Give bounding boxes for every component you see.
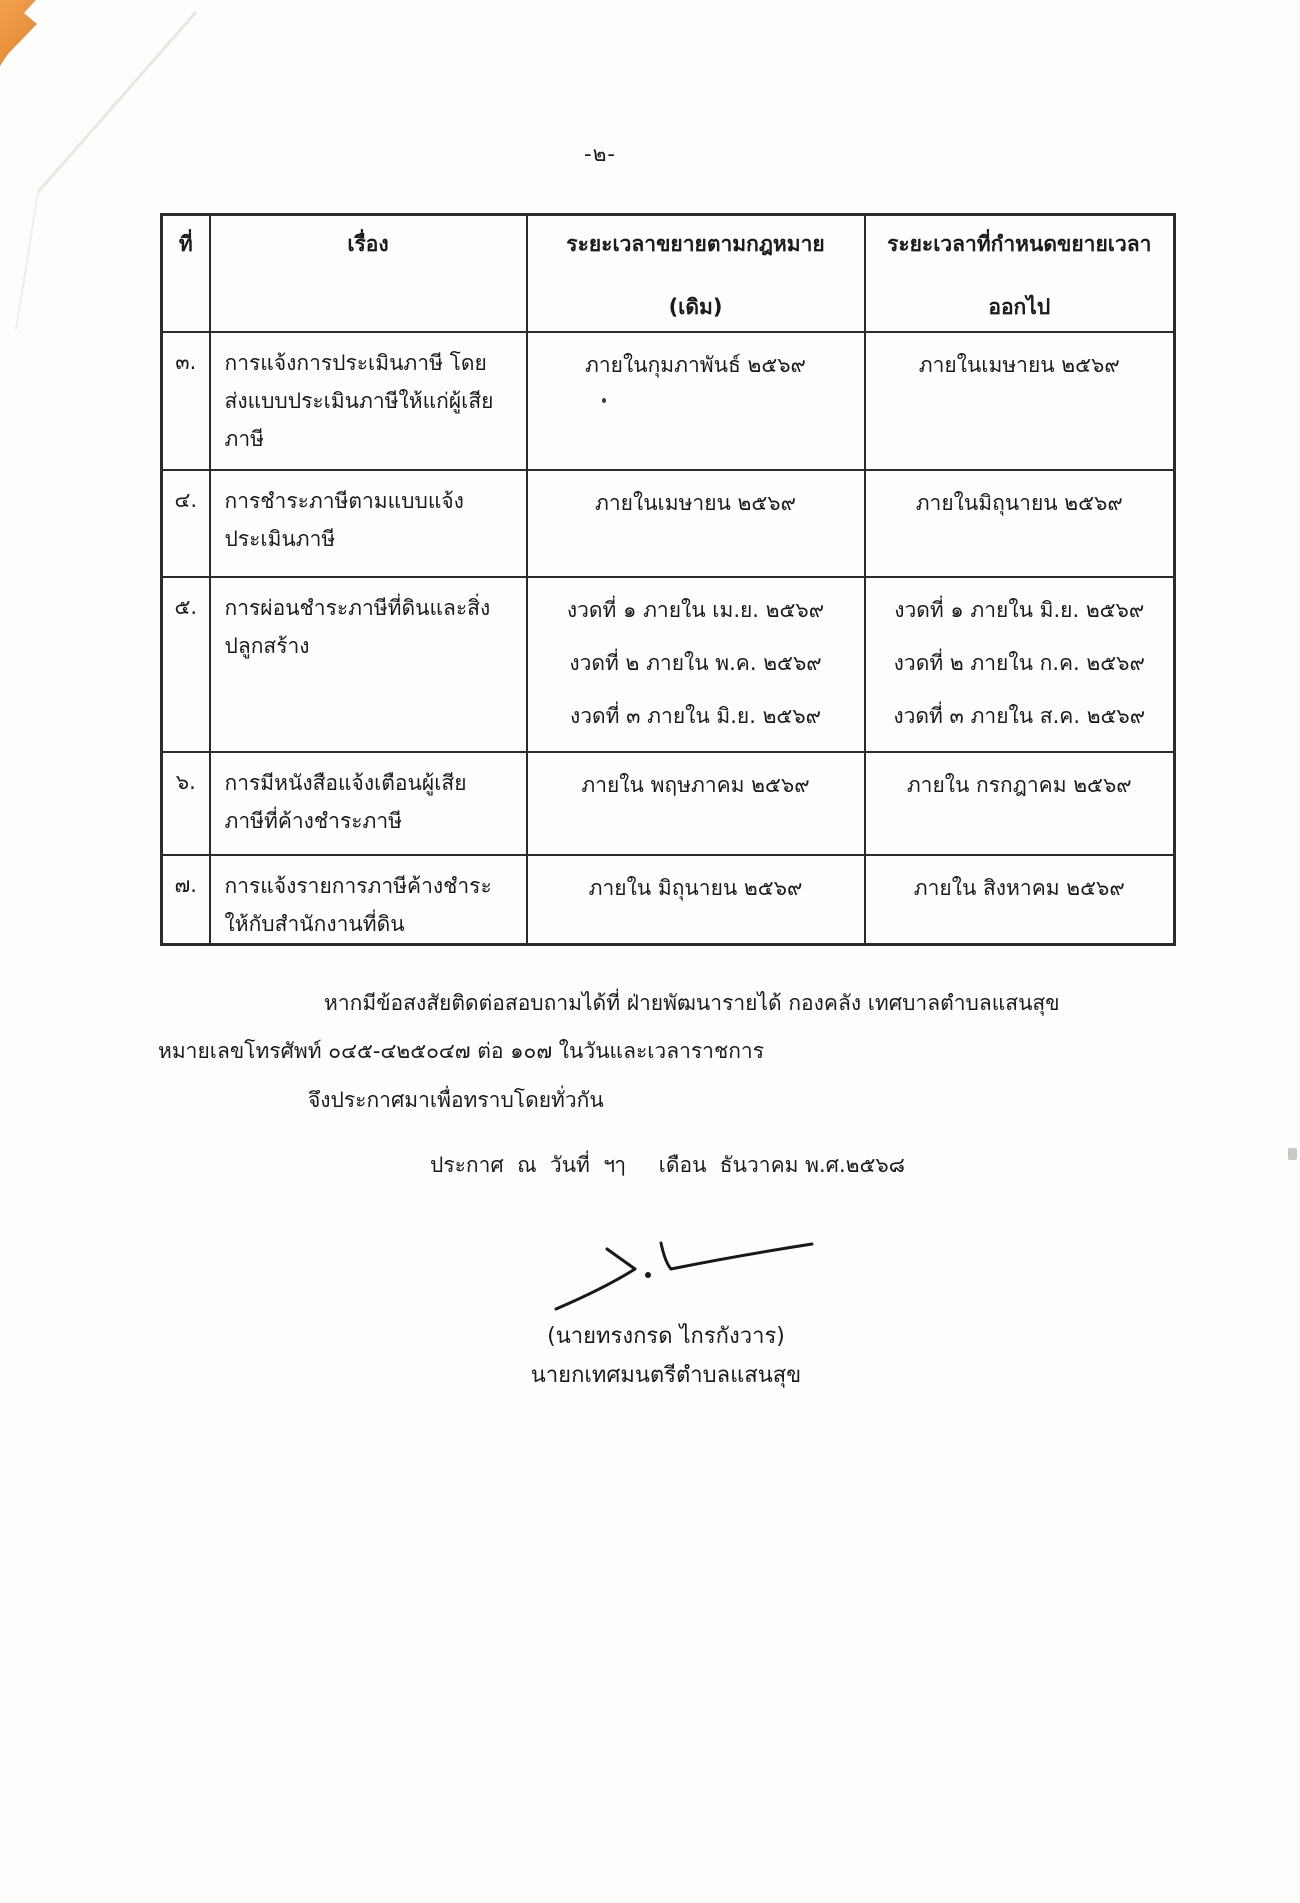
table-row: [162, 577, 1175, 752]
row-original-period: [527, 855, 865, 945]
signer-title: นายกเทศมนตรีตำบลแสนสุข: [530, 1363, 802, 1388]
contact-paragraph-line1: หากมีข้อสงสัยติดต่อสอบถามได้ที่ ฝ่ายพัฒนารายได้ กองคลัง เทศบาลตำบลแสนสุข: [324, 991, 1060, 1015]
subject-line: ภาษีที่ค้างชำระภาษี: [224, 808, 402, 833]
closing-line: จึงประกาศมาเพื่อทราบโดยทั่วกัน: [308, 1088, 604, 1112]
row-extended-period: [865, 855, 1175, 945]
period-line: ภายใน กรกฎาคม ๒๕๖๙: [906, 772, 1132, 797]
period-line: ภายใน มิถุนายน ๒๕๖๙: [588, 875, 803, 900]
folded-corner-artifact: [0, 0, 42, 70]
page-number: -๒-: [584, 142, 616, 166]
subject-line: การแจ้งรายการภาษีค้างชำระ: [224, 873, 492, 898]
table-row: [162, 752, 1175, 855]
row-number: ๔.: [162, 470, 210, 577]
period-line: ภายในกุมภาพันธ์ ๒๕๖๙: [585, 352, 806, 377]
row-extended-period: [865, 470, 1175, 577]
row-original-period: [527, 470, 865, 577]
row-subject: [210, 855, 527, 945]
header-text: (เดิม): [668, 295, 723, 319]
row-subject: [210, 332, 527, 470]
row-subject: [210, 577, 527, 752]
period-line: ภายในเมษายน ๒๕๖๙: [595, 490, 796, 515]
header-text: เรื่อง: [347, 232, 389, 256]
signer-name: (นายทรงกรด ไกรกังวาร): [547, 1324, 785, 1349]
header-text: ระยะเวลาขยายตามกฎหมาย: [566, 232, 825, 256]
col-header-original-period: [527, 215, 865, 332]
period-line: งวดที่ ๒ ภายใน พ.ค. ๒๕๖๙: [569, 650, 822, 675]
scan-edge-mark: [1288, 1148, 1297, 1160]
subject-line: ส่งแบบประเมินภาษีให้แก่ผู้เสีย: [224, 388, 494, 413]
signature-mark: [535, 1228, 825, 1323]
contact-paragraph-line2: หมายเลขโทรศัพท์ ๐๔๕-๔๒๕๐๔๗ ต่อ ๑๐๗ ในวันและเวลาราชการ: [158, 1039, 764, 1063]
subject-line: การชำระภาษีตามแบบแจ้ง: [224, 488, 464, 513]
row-original-period: [527, 752, 865, 855]
header-text: ออกไป: [988, 295, 1051, 319]
row-number: ๓.: [162, 332, 210, 470]
subject-line: การมีหนังสือแจ้งเตือนผู้เสีย: [224, 770, 467, 795]
row-number: ๗.: [162, 855, 210, 945]
stray-ink-dot: [602, 398, 606, 403]
period-line: งวดที่ ๑ ภายใน เม.ย. ๒๕๖๙: [566, 597, 825, 622]
row-original-period: [527, 332, 865, 470]
table-row: [162, 470, 1175, 577]
header-text: ระยะเวลาที่กำหนดขยายเวลา: [887, 232, 1152, 256]
subject-line: ให้กับสำนักงานที่ดิน: [224, 911, 405, 936]
col-header-subject: [210, 215, 527, 332]
table-row: [162, 855, 1175, 945]
row-subject: [210, 470, 527, 577]
period-line: งวดที่ ๑ ภายใน มิ.ย. ๒๕๖๙: [894, 597, 1145, 622]
tax-extension-table: [160, 213, 1176, 946]
period-line: ภายใน สิงหาคม ๒๕๖๙: [913, 875, 1125, 900]
period-line: ภายในเมษายน ๒๕๖๙: [918, 352, 1120, 377]
period-line: ภายในมิถุนายน ๒๕๖๙: [915, 490, 1123, 515]
subject-line: ภาษี: [224, 426, 264, 451]
row-original-period: [527, 577, 865, 752]
row-number: ๖.: [162, 752, 210, 855]
subject-line: ปลูกสร้าง: [224, 633, 310, 658]
period-line: งวดที่ ๒ ภายใน ก.ค. ๒๕๖๙: [893, 650, 1145, 675]
col-header-no: [162, 215, 210, 332]
row-extended-period: [865, 332, 1175, 470]
row-extended-period: [865, 577, 1175, 752]
subject-line: การแจ้งการประเมินภาษี โดย: [224, 350, 487, 375]
table-row: [162, 332, 1175, 470]
row-subject: [210, 752, 527, 855]
row-extended-period: [865, 752, 1175, 855]
subject-line: ประเมินภาษี: [224, 526, 336, 551]
col-header-extended-period: [865, 215, 1175, 332]
period-line: งวดที่ ๓ ภายใน ส.ค. ๒๕๖๙: [893, 703, 1146, 728]
period-line: งวดที่ ๓ ภายใน มิ.ย. ๒๕๖๙: [569, 703, 822, 728]
header-text: ที่: [178, 232, 193, 256]
period-line: ภายใน พฤษภาคม ๒๕๖๙: [581, 772, 810, 797]
row-number: ๕.: [162, 577, 210, 752]
announcement-date-line: ประกาศ ณ วันที่ ฯๅ เดือน ธันวาคม พ.ศ.๒๕๖๘: [430, 1153, 905, 1177]
subject-line: การผ่อนชำระภาษีที่ดินและสิ่ง: [224, 595, 491, 620]
table-header-row: [162, 215, 1175, 332]
